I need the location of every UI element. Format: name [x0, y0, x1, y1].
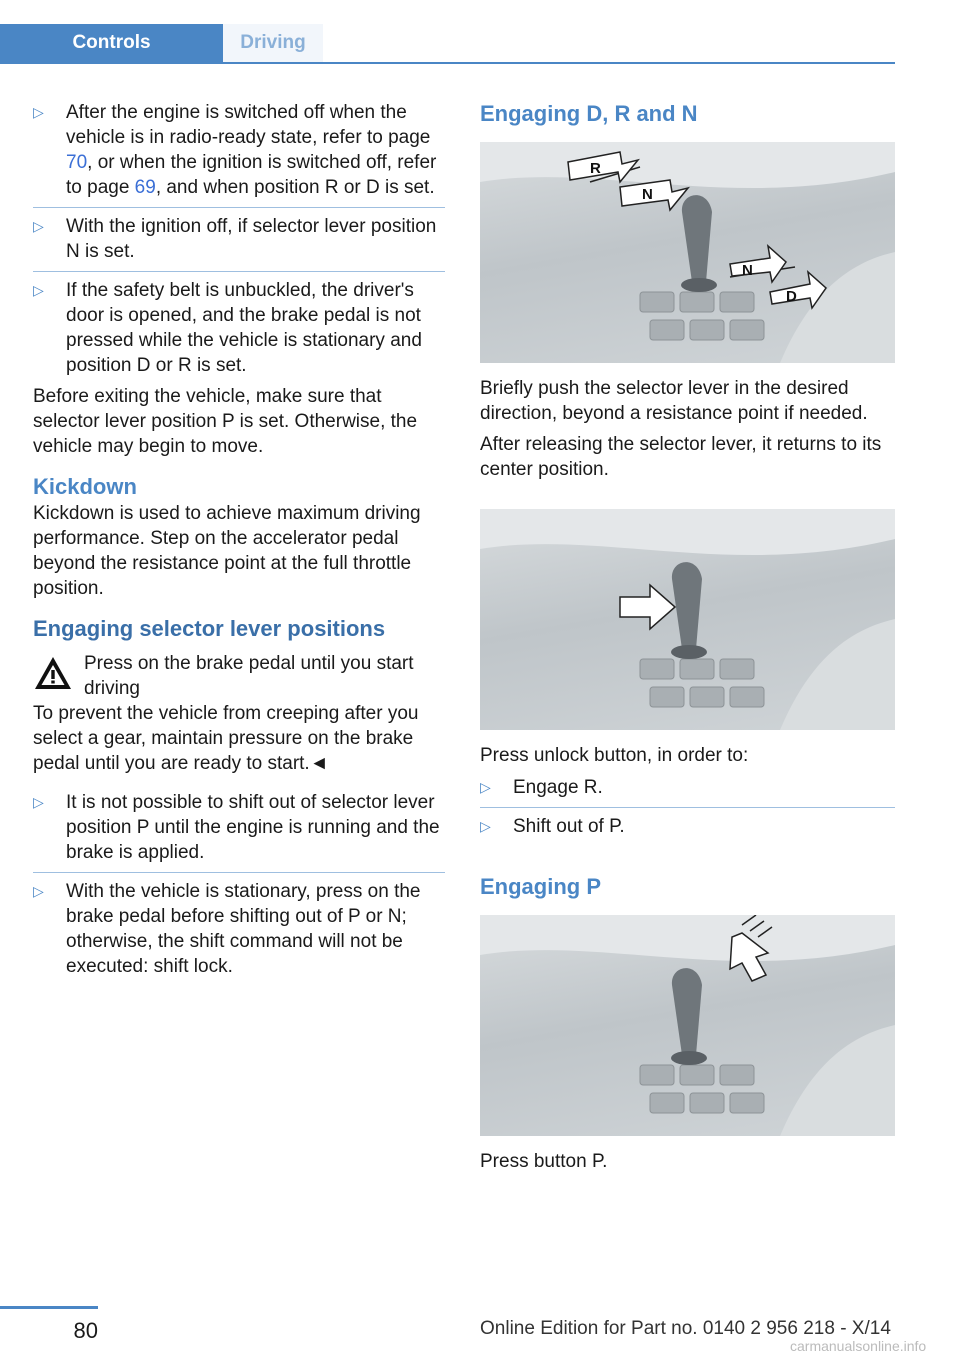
heading-engaging-positions: Engaging selector lever positions — [33, 616, 386, 641]
footer-rule — [0, 1306, 98, 1309]
paragraph-push: Briefly push the selector lever in the desired direction, beyond a resistance point if needed. — [480, 378, 868, 424]
paragraph-release: After releasing the selector lever, it returns to its center position. — [480, 434, 882, 480]
warning-paragraph: To prevent the vehicle from creeping after you select a gear, maintain pressure on the brake pedal until you are ready to start.◄ — [33, 703, 419, 774]
list-item: ▷ After the engine is switched off when the vehicle is in radio-ready state, refer to page 70, or when the ignition is switched off, refer to page 69, and when position R or D is set. — [33, 102, 437, 198]
figure-button-p — [480, 915, 895, 1136]
page-link-70[interactable]: 70 — [66, 152, 88, 173]
triangle-bullet-icon: ▷ — [480, 818, 491, 834]
triangle-bullet-icon: ▷ — [33, 794, 44, 810]
footer-edition: Online Edition for Part no. 0140 2 956 218 - X/14 — [480, 1318, 891, 1339]
figure-selector-lever-drn — [480, 142, 895, 363]
right-column — [480, 100, 895, 1174]
paragraph-unlock: Press unlock button, in order to: — [480, 745, 749, 766]
triangle-bullet-icon: ▷ — [480, 779, 491, 795]
figure-label-r: R — [590, 160, 601, 177]
figure-label-n: N — [642, 186, 653, 203]
triangle-bullet-icon: ▷ — [33, 282, 44, 298]
paragraph-press-p: Press button P. — [480, 1151, 608, 1172]
warning-block — [33, 651, 445, 701]
paragraph-exit: Before exiting the vehicle, make sure that selector lever position P is set. Otherwise, the vehicle may begin to move. — [33, 386, 418, 457]
warning-text: Press on the brake pedal until you start driving — [84, 653, 414, 699]
list-item: ▷ Engage R. — [480, 777, 603, 798]
triangle-bullet-icon: ▷ — [33, 218, 44, 234]
list-item: ▷ With the ignition off, if selector lever position N is set. — [33, 216, 437, 262]
list-item: ▷ Shift out of P. — [480, 816, 625, 837]
heading-kickdown: Kickdown — [33, 474, 137, 499]
figure-label-d: D — [786, 288, 797, 305]
heading-engaging-drn: Engaging D, R and N — [480, 101, 698, 126]
warning-triangle-icon — [33, 655, 73, 691]
chapter-header — [0, 24, 895, 64]
paragraph-kickdown: Kickdown is used to achieve maximum driving performance. Step on the accelerator pedal beyond the resistance point at the full throttle position. — [33, 503, 421, 599]
tab-controls[interactable]: Controls — [0, 24, 223, 62]
divider — [33, 271, 445, 272]
divider — [33, 207, 445, 208]
page-link-69[interactable]: 69 — [134, 177, 156, 198]
list-item: ▷ It is not possible to shift out of selector lever position P until the engine is running and the brake is applied. — [33, 792, 440, 863]
heading-engaging-p: Engaging P — [480, 874, 601, 899]
page-number: 80 — [73, 1318, 98, 1343]
tab-driving[interactable]: Driving — [223, 24, 323, 62]
watermark: carmanualsonline.info — [790, 1338, 927, 1354]
list-item: ▷ With the vehicle is stationary, press on the brake pedal before shifting out of P or N; otherwise, the shift command will not be executed: shift lock. — [33, 881, 421, 977]
figure-unlock-button — [480, 509, 895, 730]
left-column — [33, 100, 445, 979]
list-item: ▷ If the safety belt is unbuckled, the driver's door is opened, and the brake pedal is not pressed while the vehicle is stationary and position D or R is set. — [33, 280, 422, 376]
divider — [33, 872, 445, 873]
divider — [480, 807, 895, 808]
figure-label-n: N — [742, 262, 753, 279]
triangle-bullet-icon: ▷ — [33, 883, 44, 899]
triangle-bullet-icon: ▷ — [33, 104, 44, 120]
